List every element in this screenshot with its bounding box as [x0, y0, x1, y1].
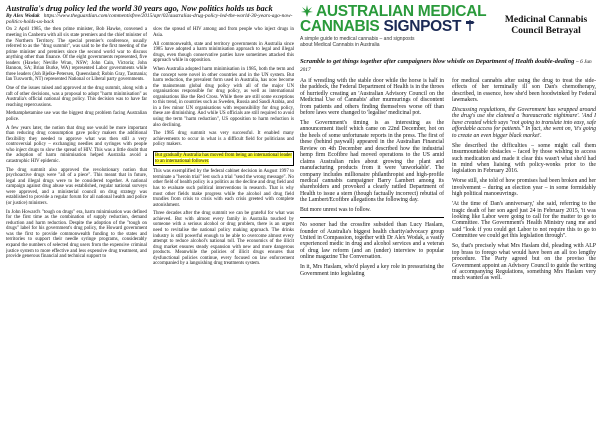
paragraph: Methamphetamine use was the biggest drug problem facing Australian police.: [6, 111, 147, 122]
author-name: Alex Wodak: [13, 13, 40, 19]
left-column-1: [6, 27, 147, 270]
right-article-title: Medicinal Cannabis Council Betrayal: [504, 14, 588, 36]
right-article-header: [300, 4, 596, 58]
paragraph: As if wrestling with the stable door while the horse is half in the paddock, the Federal Department of Health is in the throes of hurriedly creating an 'Australian Advisory Council on the Medicinal Use of Cannabis' after murmurings of discontent from patients and others finding themselves worse off than before laws were changed to 'legalise' medicinal pot.: [300, 77, 444, 117]
paragraph: for medical cannabis after using the drug to treat the side-effects of her terminally ill son Dan's chemotherapy, described, in essence, how she'd been hoodwinked by Federal lawmakers.: [452, 77, 596, 104]
paragraph: The drug summit also approved the revolutionary notion that psychoactive drugs were "all of a piece". This meant that in future, legal and illegal drugs were to be considered together. A national campaign against drug abuse was established, regular national surveys were approved, and a ministerial council on drug strategy was established to provide a regular forum for all national health and police (or justice) ministers.: [6, 167, 147, 207]
logo-subtitle: A simple guide to medical cannabis – and signposts about Medical Cannabis in Australia: [300, 36, 415, 48]
paragraph: Worse still, she told of how promises had been broken and her involvement – during an election year – in some formidably high political manoeuvrings.: [452, 178, 596, 198]
paragraph: In John Howard's "tough on drugs" era, harm minimisation was defined for the first time as the combination of supply reduction, demand reduction and harm reduction. Despite the adoption of the "tough on drugs" label for his government's drug policy, the Howard government was the first to provide commonwealth funding to the states and territories to support their needle syringe programs, considerably expand the numbers of selected drug users from the expensive criminal justice system to more effective and less expensive drug treatment, and provide generous financial and technical support to: [6, 209, 147, 260]
logo-line-2: CANNABIS SIGNPOST: [300, 19, 496, 34]
paragraph: Discussing regulations, the Government has wrapped around the drug's use she claimed a 'bureaucratic nightmare'. 'And I have created which says "not going to translate into easy, safe affordable access for patients." In fact, she went on, 'it's going to create an even bigger black market'.: [452, 107, 596, 139]
paragraph: The 1985 drug summit was very successful. It enabled many achievements to occur in what is a difficult field for politicians and policy makers.: [153, 131, 294, 148]
paragraph: No sooner had the crossfire subsided than Lucy Haslam, founder of Australia's biggest health charity/advocacy group United in Compassion, together with Dr Alex Wodak, a vastly experienced medic in drug and alcohol services and a veteran of drug law reform (and an (under) interview to popular online magazine The Conversation.: [300, 222, 444, 261]
signpost-icon: [465, 19, 475, 31]
divider: [300, 217, 444, 218]
paragraph: This was exemplified by the federal cabinet decision in August 1997 to terminate a "heroin trial" lest such a trial "send the wrong message". No other field of health policy is a politics as the decline and drug field and has to evaluate such political interventions in research. That is why most other fields make progress while the alcohol and drug field trundles from crisis to crisis with each crisis greeted with complete astonishment.: [153, 169, 294, 208]
highlight-text: But gradually Australia has moved from being an international leader to an international follower.: [155, 153, 292, 164]
right-article-columns: [300, 78, 596, 285]
paragraph: But more unrest was to follow.: [300, 207, 371, 214]
left-article-columns: [6, 27, 294, 270]
left-article: [6, 4, 294, 422]
paragraph: Three decades after the drug summit we can be grateful for what was achieved. But with almost every family in Australia touched by someone with a serious alcohol or drug problem, there is an urgent need to revitalise the national policy making approach. The drinks industry is still powerful enough to be able to overcome almost every attempt to reduce alcohol's national toll. The economics of the illicit drug market ensures steady expansion with new and more dangerous products. Meanwhile the policies of illicit drugs ensures that dysfunctional policies continue, every focused on law enforcement accompanied by a languishing drug treatments system.: [153, 211, 294, 267]
paragraph: When Australia adopted harm minimisation in 1985, both the term and the concept were novel in other countries and in the UN system. But harm reduction, the prevalent form used in Australia, has now become the mainstream global drug policy with all of the major UN organisations responsible for drug policy, as well as international organisations like the Red Cross. While there are still some exceptions to this trend, in countries such as Sweden, Russia and Saudi Arabia, and in a few minor UN organisations with responsibility for drug policy, these are diminishing. And while US officials are still required to avoid using the term "harm reduction", US opposition to harm reduction is also declining.: [153, 67, 294, 128]
left-article-byline: By Alex Wodak https://www.theguardian.com/commentisfree/2015/apr/02/australias-drug-policy-led-the-world-30-years-ago-now-politics-holds-us-back: [6, 13, 293, 26]
paragraph: All commonwealth, state and territory governments in Australia since 1985 have adopted a harm minimisation approach to legal and illegal drugs, even though conservative parties have sometimes attacked this approach while in opposition.: [153, 41, 294, 64]
paragraph: So, that's precisely what Mrs Haslam did, pleading with ALP top brass to forego what would have been an all too lengthy procedure. The Party agreed but on the proviso the Government appoint an Advisory Council to guide the writing of accompanying Regulations, something Mrs Haslam very much wanted as well.: [452, 243, 596, 282]
paragraph: One of the issues raised and approved at the drug summit, along with a raft of other decisions, was a proposal to adopt "harm minimisation" as Australia's official national drug policy. This decision was to have far reaching repercussions.: [6, 86, 147, 108]
source-url[interactable]: https://www.theguardian.com/commentisfree/2015/apr/02/australias-drug-policy-led-the-world-30-years-ago-now-politics-holds-us-back: [6, 13, 293, 26]
paragraph: A few years later, the notion that drug use would be more important than reducing drug consumption gave policy makers the additional flexibility they needed to approve what was then still a very controversial policy – exchanging needles and syringes with people who inject drugs to slow the spread of HIV. This was a little doubt that the adoption of harm minimisation helped Australia avoid a catastrophic HIV epidemic.: [6, 125, 147, 164]
paragraph: 'At the time of Dan's anniversary,' she said, referring to the tragic death of her son aged just 24 in February 2015, 'it was looking like Labor were going to call for the matter to go to Committee. The Government's Health Ministry rang me and said "look if you could get Labor to not require this to go to Committee we could get this legislation through".: [452, 201, 596, 240]
logo-line-1: AUSTRALIAN MEDICAL: [300, 4, 496, 19]
article-date: ~ 6 Jun 2017: [300, 59, 592, 74]
signpost-logo: [300, 4, 496, 54]
paragraph: In it, Mrs Haslam, who'd played a key role in pressurising the Government into legislating: [300, 264, 444, 277]
left-column-2: [153, 27, 294, 270]
right-column-2: [452, 78, 596, 285]
paragraph: She described the difficulties – some might call them insurmountable obstacles – faced by those wishing to access such medication and made it clear this wasn't what she'd had in mind when liaising with policy-wonks prior to the legislation in February 2016.: [452, 142, 596, 175]
paragraph: On 2 April 1985, the then prime minister, Bob Hawke, convened a meeting in Canberra with all six state premiers and the chief minister of the Northern Territory. The special premier's conference, usually referred to as the "drug summit", was said to be the first meeting of the prime minister and premiers since the second world war to discuss anything other than finance. Of the eight governments represented, five leaders (Hawke; Neville Wran, NSW; John Cain, Victoria; John Bannon, SA; Brian Burke, WA) represented Labor governments while three leaders (Joh Bjelke-Petersen, Queensland; Robin Gray, Tasmania; Ian Tuxworth, NT) represented National or Liberal party governments.: [6, 27, 147, 83]
right-column-1: [300, 78, 444, 285]
cannabis-leaf-icon: [300, 4, 314, 18]
paragraph: The Government's timing is as interesting as the announcement itself which came on 22nd December, hot on the heels of some unfortunate reports in the press. The first of these (behind paywall) appeared in the Australian Financial Review on 4th December and described how the industrial hemp firm Ecofibre had moved operations to the US amid claims Australian rules about growing the plant and manufacturing products from it were 'unworkable'. The company includes millionaire philanthropist and high-profile medical cannabis campaigner Barry Lambert among its shareholders and provoked a clearly rattled Department of Health to issue a stern (though factually incorrect) rebuttal of the Lambert/Ecofibre allegations the following day.: [300, 119, 444, 204]
right-article: [300, 4, 596, 422]
paragraph: slow the spread of HIV among and from people who inject drugs in Asia.: [153, 27, 294, 38]
article-tagline: Scramble to get things together after campaigners blow whistle on Department of Health double-dealing ~ 6 Jun 2017: [300, 58, 592, 74]
left-article-title: Australia's drug policy led the world 30 years ago, Now politics holds us back: [6, 4, 273, 13]
highlighted-quote: [153, 151, 294, 166]
